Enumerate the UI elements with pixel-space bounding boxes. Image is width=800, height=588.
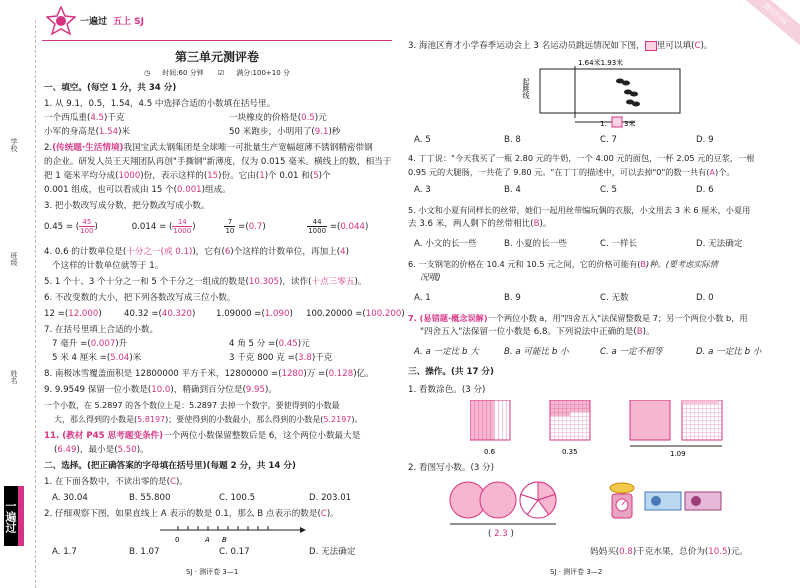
r5-option-d: D. 无法确定 (696, 239, 743, 249)
c2-post: )。 (326, 509, 339, 519)
r6-pre: 6. 一支钢笔的价格在 10.4 元和 10.5 元之间，它的价格可能有( (408, 259, 641, 269)
q6b-answer: 40.320 (161, 309, 192, 319)
op2-text: 2. 看图写小数。(3 分) (408, 463, 494, 473)
grid-whole-and-hundredths (630, 400, 722, 446)
q5-answer2: 十点三零五 (311, 277, 355, 287)
q1b-answer: 0.5 (301, 113, 315, 123)
right-footer: SJ · 测评卷 3—2 (550, 568, 603, 576)
r7-tag: 7. (易错题·概念误解) (408, 313, 488, 323)
r6-post: )种。(要考虑实际情 (646, 259, 718, 269)
q3c-fraction (224, 218, 235, 235)
right-page (400, 0, 800, 588)
q3c-denominator: 10 (225, 227, 235, 235)
r3-line (408, 40, 794, 52)
q1a-post: )千克 (104, 113, 125, 123)
spine-label-school: 学校 (10, 138, 18, 152)
r7-line2 (420, 326, 800, 338)
op1-text: 1. 看数涂色。(3 分) (408, 385, 486, 395)
q11-line2 (54, 444, 404, 456)
corner-ribbon: 微信扫码 (735, 0, 800, 49)
q8-answer1: 1280 (281, 369, 304, 379)
q7d-answer: 3.8 (298, 353, 312, 363)
r3-mid: 里可以填( (656, 41, 695, 51)
op2-right-line (590, 546, 800, 558)
spine-brand (4, 486, 24, 574)
r5-pre: 去 3.6 米，两人剩下的丝带相比( (408, 219, 534, 229)
grid-hundredths-label: 0.35 (562, 448, 578, 456)
q7a-answer: 0.007 (90, 339, 116, 349)
c2-line (44, 508, 394, 520)
r4-pre: 0.95 元的大腿肠，一共花了 9.80 元。"在丁丁的描述中，可以去掉"0"的数一共有( (408, 167, 710, 177)
scale-and-money-figure (600, 478, 770, 540)
number-line-label-b: B (222, 536, 227, 544)
r6-answer: B (640, 259, 647, 269)
q2-l4-post: )组成。 (201, 185, 231, 195)
q6-row: 12 =(12.000) 40.32 =(40.320) 1.09000 =(1.090) 100.20000 =(100.200) (44, 309, 405, 319)
r3-option-b: B. 8 (504, 135, 521, 145)
q2-line3 (44, 170, 394, 182)
q9-post: )。 (265, 385, 277, 395)
c1-post: )。 (176, 477, 188, 487)
r3-option-a: A. 5 (414, 135, 431, 145)
spine-brand-text: 一遍过 (4, 486, 18, 546)
q5-post: )。 (354, 277, 367, 287)
r7-post: )。 (642, 327, 655, 337)
jump-bottom-label-pre: 1. (600, 120, 607, 128)
q2-answer5: 0.001 (177, 185, 202, 195)
c1-answer: C (170, 477, 177, 487)
op2r-answer1: 0.8 (619, 547, 633, 557)
r4-answer: A (709, 167, 716, 177)
q11-answer2: 5.50 (117, 445, 137, 455)
grid-tenths-label: 0.6 (484, 448, 496, 456)
q3a-denominator: 100 (80, 227, 94, 235)
q2-line4 (44, 184, 394, 196)
r4-option-a: A. 3 (414, 185, 431, 195)
q11-mid: )，最小是( (76, 445, 118, 455)
time-limit: 时间:60 分钟 (162, 69, 204, 77)
takeoff-line-label: 起跳线 (522, 78, 530, 99)
section-choice-heading: 二、选择。(把正确答案的字母填在括号里)(每题 2 分，共 14 分) (44, 461, 296, 471)
q9-line (44, 384, 394, 396)
q7b-answer: 0.45 (278, 339, 298, 349)
r3-options (408, 134, 794, 146)
q4-answer2: 6 (224, 247, 231, 257)
q3b-fraction (172, 218, 192, 235)
r3-post: )。 (700, 41, 713, 51)
c2-option-b: B. 1.07 (129, 547, 160, 557)
c1-line (44, 476, 394, 488)
q11-text: 一个两位小数保留整数后是 6，这个两位小数最大是 (163, 431, 361, 441)
star-logo-icon (46, 6, 76, 36)
q3d-numerator: 44 (307, 218, 327, 227)
q2-line1: 2.(传统题·生活情境)我国宝武太钢集团是全球唯一可批量生产宽幅超薄不锈钢精密带钢 (44, 143, 373, 153)
c2-options (44, 546, 394, 558)
q5-pre: 5. 1 个十、3 个十分之一和 5 个千分之一组成的数是( (44, 277, 249, 287)
full-circle-2 (480, 482, 516, 518)
q7d-pre: 3 千克 800 克 =( (229, 353, 299, 363)
q7d-post: )千克 (311, 353, 333, 363)
checkbox-icon: ☑ (217, 69, 225, 77)
grade-label: 五上 SJ (113, 17, 144, 27)
q8-post: )亿。 (353, 369, 374, 379)
q4-line1 (44, 246, 394, 258)
r4-line2 (408, 166, 794, 178)
q11-line1 (44, 430, 394, 442)
grid-tenths (470, 400, 510, 440)
q10-line2 (54, 414, 404, 426)
q11-answer1: 6.49 (57, 445, 77, 455)
jump-top-label: 1.64米1.93米 (578, 59, 624, 67)
r5-line2 (408, 218, 794, 230)
coloring-figure (470, 400, 730, 458)
grid-whole-label: 1.09 (670, 450, 686, 458)
q10-answer2: 5.2197 (323, 415, 352, 424)
c1-options (44, 492, 394, 504)
q4-answer1: 十分之一(或 0.1) (126, 247, 193, 257)
q2-l3-pre: 把 1 毫米平均分成( (44, 171, 119, 181)
c1-option-b: B. 55.800 (129, 493, 171, 503)
sandpit (540, 69, 680, 113)
r6-line1 (408, 258, 794, 270)
q10-line1: 一个小数，在 5.2897 的各个数位上是：5.2897 去掉一个数字。要使得到的小数最 (44, 401, 340, 410)
exam-meta (42, 68, 392, 78)
q2-text1: 我国宝武太钢集团是全球唯一可批量生产宽幅超薄不锈钢精密带钢 (123, 143, 373, 153)
banknote-fifty-cent-icon (685, 492, 721, 510)
q11-tag: 11. (教材 P45 思考题变条件) (44, 431, 164, 441)
r3-option-c: C. 7 (600, 135, 617, 145)
q1a-pre: 一个西瓜重( (44, 113, 91, 123)
number-line-figure (150, 522, 310, 544)
r3-option-d: D. 9 (696, 135, 714, 145)
r6-option-d: D. 0 (696, 293, 714, 303)
q1c-post: )米 (118, 127, 131, 137)
q4-line2: 个这样的计数单位就等于 1。 (52, 261, 164, 271)
c2-option-c: C. 0.17 (219, 547, 250, 557)
q4-pre: 4. 0.6 的计数单位是( (44, 247, 127, 257)
q5-answer1: 10.305 (248, 277, 279, 287)
q8-pre: 8. 南极冰雪覆盖面积是 12800000 平方千米，12800000 =( (44, 369, 282, 379)
clock-icon: ◷ (144, 69, 151, 77)
q9-pre: 9. 9.9549 保留一位小数是( (44, 385, 152, 395)
q2-tag: (传统题·生活情境) (52, 143, 124, 153)
q3a-numerator: 45 (79, 218, 94, 227)
op2-answer: 2.3 (494, 529, 508, 539)
q2-l3-post: )个 (318, 171, 331, 181)
q2-answer3: 1 (259, 171, 265, 181)
q7-row1 (44, 338, 394, 350)
q4-answer3: 4 (340, 247, 346, 257)
q6c-answer: 1.090 (264, 309, 290, 319)
q5-line (44, 276, 394, 288)
q1b-pre: 一块橡皮的价格是( (229, 113, 302, 123)
q11-pre: ( (54, 445, 58, 455)
q7c-post: )米 (129, 353, 142, 363)
number-line-label-a: A (205, 536, 210, 544)
q1c-pre: 小军的身高是( (44, 127, 99, 137)
q3b-label: 0.014 = (131, 222, 167, 232)
left-footer: SJ · 测评卷 3—1 (186, 568, 239, 576)
q2-answer2: 15 (207, 171, 219, 181)
q10-answer1: 5.8197 (137, 415, 166, 424)
q3a-fraction (79, 218, 94, 235)
q10-pre: 大，那么得到的小数是( (54, 415, 138, 424)
q3d-denominator: 1000 (308, 227, 327, 235)
q6a-label: 12 =( (44, 309, 69, 319)
c1-pre: 1. 在下面各数中，不读出零的是( (44, 477, 171, 487)
jump-bottom-label: 3米 (624, 120, 636, 128)
q2-l3-mid2: )份。它由( (218, 171, 260, 181)
q4-mid2: )个这样的计数单位，再加上( (230, 247, 341, 257)
q1d-answer: 9.1 (314, 127, 329, 137)
r6-line2: 况哦) (420, 273, 441, 283)
r3-pre: 3. 海池区育才小学春季运动会上 3 名运动员跳远情况如下图， (408, 41, 645, 51)
q1-text: 1. 从 9.1，0.5，1.54，4.5 中选择合适的小数填在括号里。 (44, 99, 276, 109)
page-header (42, 4, 392, 38)
q9-mid: )，精确到百分位是( (170, 385, 246, 395)
r5-options (408, 238, 794, 250)
c1-option-a: A. 30.04 (52, 493, 88, 503)
c2-answer: C (320, 509, 327, 519)
r4-option-d: D. 6 (696, 185, 714, 195)
r5-option-b: B. 小夏的长一些 (504, 239, 567, 249)
full-score: 满分:100+10 分 (236, 69, 290, 77)
c1-option-d: D. 203.01 (309, 493, 352, 503)
q1a-answer: 4.5 (90, 113, 104, 123)
q9-answer1: 10.0 (151, 385, 171, 395)
r4-options (408, 184, 794, 196)
q6c-label: 1.09000 =( (216, 309, 265, 319)
q6d-label: 100.20000 =( (306, 309, 366, 319)
r4-post: )个。 (715, 167, 735, 177)
r7-text: 一个两位小数 a，用"四舍五入"法保留整数是 7；另一个两位小数 b，用 (487, 313, 748, 323)
r5-option-a: A. 小文的长一些 (414, 239, 477, 249)
banknote-ten-icon (645, 492, 681, 510)
long-jump-figure (520, 56, 690, 128)
spine-brand-stripe (18, 486, 24, 546)
q9-answer2: 9.95 (245, 385, 265, 395)
q1-row1 (44, 112, 394, 124)
q7-row2 (44, 352, 394, 364)
r4-line1: 4. 丁丁说："今天我买了一瓶 2.80 元的牛奶，一个 4.00 元的面包，一杯 2.05 元的豆浆，一根 (408, 153, 755, 163)
q3d-answer: 0.044 (340, 222, 365, 232)
r4-option-c: C. 5 (600, 185, 617, 195)
header-divider (42, 40, 392, 41)
scale-icon (610, 483, 634, 518)
op2r-pre: 妈妈买( (590, 547, 620, 557)
q3d-fraction (307, 218, 327, 235)
partial-circle (520, 482, 556, 518)
page-title: 第三单元测评卷 (174, 50, 259, 64)
q8-line (44, 368, 394, 380)
q7a-post: )升 (115, 339, 128, 349)
brand-line (80, 14, 144, 27)
q3a-label: 0.45 = (44, 222, 74, 232)
c2-pre: 2. 仔细观察下图，如果直线上 A 表示的数是 0.1，那么 B 点表示的数是( (44, 509, 321, 519)
q1d-post: )秒 (328, 127, 341, 137)
q3-row: 0.45 = ( $\frac{45}{100}$ ) 0.014 = ( $\frac{14}{1000}$ ) $\frac{7}{10}$ =(0.7) $\frac{44}{1000}$ =(0.044) (44, 218, 369, 235)
footprints-icon (616, 79, 640, 107)
q1d-pre: 50 米跑步，小明用了( (229, 127, 315, 137)
r6-option-a: A. 1 (414, 293, 431, 303)
q4-post: ) (345, 247, 349, 257)
number-line-arrow-icon (300, 527, 306, 533)
r7-option-d: D. a 一定比 b 小 (696, 347, 762, 357)
op2r-post: )元。 (727, 547, 748, 557)
q1-row2 (44, 126, 394, 138)
q2-l3-mid: )份，表示这样的( (140, 171, 208, 181)
q5-mid: )，读作( (278, 277, 312, 287)
op2r-answer2: 10.5 (708, 547, 728, 557)
number-line-ticks (178, 526, 268, 530)
q3c-answer: 0.7 (248, 222, 263, 232)
q3c-numerator: 7 (224, 218, 235, 227)
q2-line2: 的企业。研发人员王天翔团队再创"手撕钢"新薄度，仅为 0.015 毫米。横线上的数，相当于 (44, 157, 392, 167)
q10-mid: )；要使得到的小数最小，那么得到的小数是( (165, 415, 324, 424)
q7b-post: )元 (297, 339, 310, 349)
r7-option-c: C. a 一定不相等 (600, 347, 663, 357)
r7-option-a: A. a 一定比 b 大 (414, 347, 479, 357)
q3-text: 3. 把小数改写成分数，把分数改写成小数。 (44, 201, 210, 211)
q6-text: 6. 不改变数的大小，把下列各数改写成三位小数。 (44, 293, 236, 303)
r6-option-c: C. 无数 (600, 293, 629, 303)
c1-option-c: C. 100.5 (219, 493, 256, 503)
section-operation-heading: 三、操作。(共 17 分) (408, 367, 494, 377)
q7b-pre: 4 角 5 分 =( (229, 339, 279, 349)
r7-options (408, 346, 794, 358)
q8-mid: )万 =( (303, 369, 329, 379)
op2-answer-line: ( 2.3 ) (488, 529, 514, 539)
r7-option-b: B. a 可能比 b 小 (504, 347, 569, 357)
r5-post: )。 (539, 219, 552, 229)
q7a-pre: 7 毫升 =( (52, 339, 91, 349)
r6-option-b: B. 9 (504, 293, 521, 303)
r7-pre: "四舍五入"法保留一位小数是 6.8。下列说法中正确的是( (420, 327, 637, 337)
r6-options (408, 292, 794, 304)
r4-option-b: B. 4 (504, 185, 521, 195)
q4-mid: )，它有( (192, 247, 225, 257)
r7-line1 (408, 312, 794, 324)
q6a-answer: 12.000 (68, 309, 99, 319)
q2-answer4: 5 (313, 171, 319, 181)
q2-l4-pre: 0.001 组成，也可以看成由 15 个( (44, 185, 178, 195)
q8-answer2: 0.128 (328, 369, 354, 379)
r7-answer: B (636, 327, 643, 337)
spine-label-name: 姓名 (10, 370, 18, 384)
number-line-label-zero: 0 (175, 536, 180, 544)
brand-name: 一遍过 (80, 17, 108, 27)
q2-answer1: 1000 (118, 171, 141, 181)
spine-label-class: 班级 (10, 252, 18, 266)
grid-hundredths (550, 400, 590, 440)
c2-option-d: D. 无法确定 (309, 547, 356, 557)
q7c-pre: 5 米 4 厘米 =( (52, 353, 111, 363)
r5-option-c: C. 一样长 (600, 239, 638, 249)
r5-answer: B (533, 219, 540, 229)
r5-line1: 5. 小文和小夏有同样长的丝带，她们一起用丝带编玩偶的衣服，小文用去 3 米 6 厘米，小夏用 (408, 205, 751, 215)
op2r-mid: )千克水果，总价为( (632, 547, 709, 557)
q10-post: )。 (351, 415, 363, 424)
q3b-denominator: 1000 (173, 227, 192, 235)
q3b-numerator: 14 (172, 218, 192, 227)
q11-post: )。 (136, 445, 149, 455)
q1c-answer: 1.54 (98, 127, 119, 137)
r3-answer: C (694, 41, 701, 51)
c2-option-a: A. 1.7 (52, 547, 77, 557)
q6b-label: 40.32 =( (124, 309, 162, 319)
q7c-answer: 5.04 (110, 353, 130, 363)
q1b-post: )元 (314, 113, 327, 123)
q2-l3-mid3: )个 0.01 和( (264, 171, 314, 181)
q7-text: 7. 在括号里填上合适的小数。 (44, 325, 159, 335)
q6d-answer: 100.200 (365, 309, 402, 319)
jump-blank-box (612, 117, 622, 127)
section-fill-heading: 一、填空。(每空 1 分，共 34 分) (44, 83, 177, 93)
blank-box-icon (645, 41, 657, 51)
